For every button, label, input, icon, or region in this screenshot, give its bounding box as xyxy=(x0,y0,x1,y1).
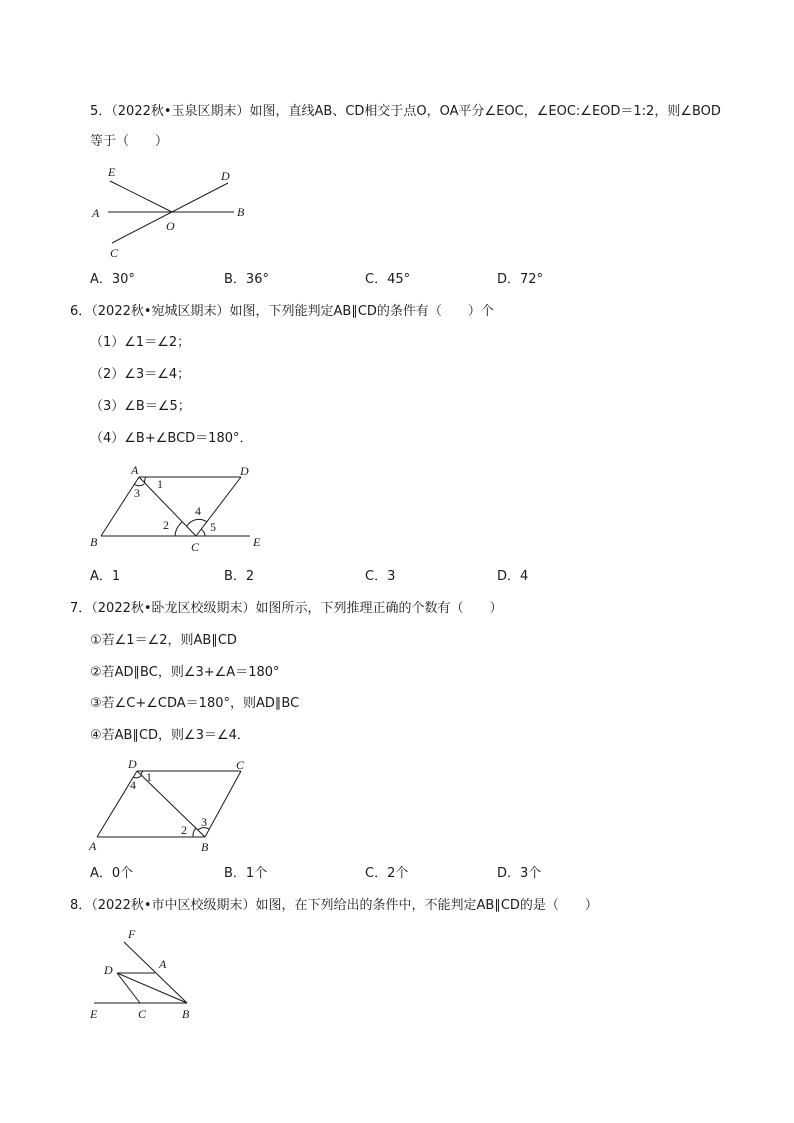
q5-stem-line2: 等于（ ） xyxy=(90,134,169,149)
q5-label-e: E xyxy=(108,165,116,179)
q6-option-d: D．4 xyxy=(497,569,529,584)
q7-option-b: B．1个 xyxy=(224,866,268,881)
q7-statement-1: ①若∠1＝∠2，则AB∥CD xyxy=(90,633,237,648)
q8-seg-db xyxy=(117,973,187,1003)
q7-option-d: D．3个 xyxy=(497,866,542,881)
q7-label-c: C xyxy=(236,758,245,772)
q5-option-b: B．36° xyxy=(224,272,269,287)
q7-angle-3: 3 xyxy=(201,815,207,829)
q6-label-b: B xyxy=(90,535,98,549)
q5-label-c: C xyxy=(110,246,119,260)
q7-angle-2: 2 xyxy=(181,823,187,837)
q6-label-d: D xyxy=(240,464,249,478)
q7-label-d: D xyxy=(128,757,137,771)
q6-condition-2: （2）∠3＝∠4； xyxy=(90,367,191,382)
q7-option-c: C．2个 xyxy=(365,866,409,881)
q7-label-b: B xyxy=(201,840,209,854)
q6-condition-4: （4）∠B+∠BCD＝180°． xyxy=(90,431,253,446)
q7-stem: 7．（2022秋•卧龙区校级期末）如图所示，下列推理正确的个数有（ ） xyxy=(70,601,503,616)
q7-angle-1: 1 xyxy=(146,770,152,784)
q6-label-e: E xyxy=(253,535,261,549)
q5-option-d: D．72° xyxy=(497,272,544,287)
q6-angle-1: 1 xyxy=(157,477,163,491)
q7-label-a: A xyxy=(89,839,97,853)
q8-label-e: E xyxy=(90,1007,98,1021)
q8-label-c: C xyxy=(138,1007,147,1021)
q7-angle-4: 4 xyxy=(130,778,136,792)
q6-angle-3: 3 xyxy=(134,486,140,500)
q7-statement-3: ③若∠C+∠CDA＝180°，则AD∥BC xyxy=(90,696,300,711)
q6-label-a: A xyxy=(131,463,139,477)
q5-stem-line1: 5．（2022秋•玉泉区期末）如图，直线AB、CD相交于点O，OA平分∠EOC，∠EOC:∠EOD＝1:2，则∠BOD xyxy=(90,104,721,119)
q5-label-d: D xyxy=(221,169,230,183)
q6-option-c: C．3 xyxy=(365,569,396,584)
q5-label-a: A xyxy=(92,206,100,220)
q5-label-b: B xyxy=(237,205,245,219)
q8-stem: 8．（2022秋•市中区校级期末）如图，在下列给出的条件中，不能判定AB∥CD的是（ ） xyxy=(70,898,598,913)
q6-angle-2: 2 xyxy=(163,518,169,532)
q7-statement-2: ②若AD∥BC，则∠3+∠A＝180° xyxy=(90,665,280,680)
q8-label-d: D xyxy=(104,963,113,977)
q8-label-f: F xyxy=(128,927,136,941)
q6-stem: 6．（2022秋•宛城区期末）如图，下列能判定AB∥CD的条件有（ ）个 xyxy=(70,304,494,319)
q6-option-a: A．1 xyxy=(90,569,121,584)
q6-condition-1: （1）∠1＝∠2； xyxy=(90,335,191,350)
q6-angle-4: 4 xyxy=(195,504,201,518)
q8-label-b: B xyxy=(182,1007,190,1021)
q5-label-o: O xyxy=(166,219,175,233)
q8-label-a: A xyxy=(159,957,167,971)
q5-option-c: C．45° xyxy=(365,272,411,287)
q7-statement-4: ④若AB∥CD，则∠3＝∠4． xyxy=(90,728,250,743)
q7-option-a: A．0个 xyxy=(90,866,134,881)
q6-angle-5: 5 xyxy=(210,520,216,534)
q6-option-b: B．2 xyxy=(224,569,255,584)
q5-option-a: A．30° xyxy=(90,272,135,287)
q6-condition-3: （3）∠B＝∠5； xyxy=(90,399,191,414)
q6-label-c: C xyxy=(191,540,200,554)
